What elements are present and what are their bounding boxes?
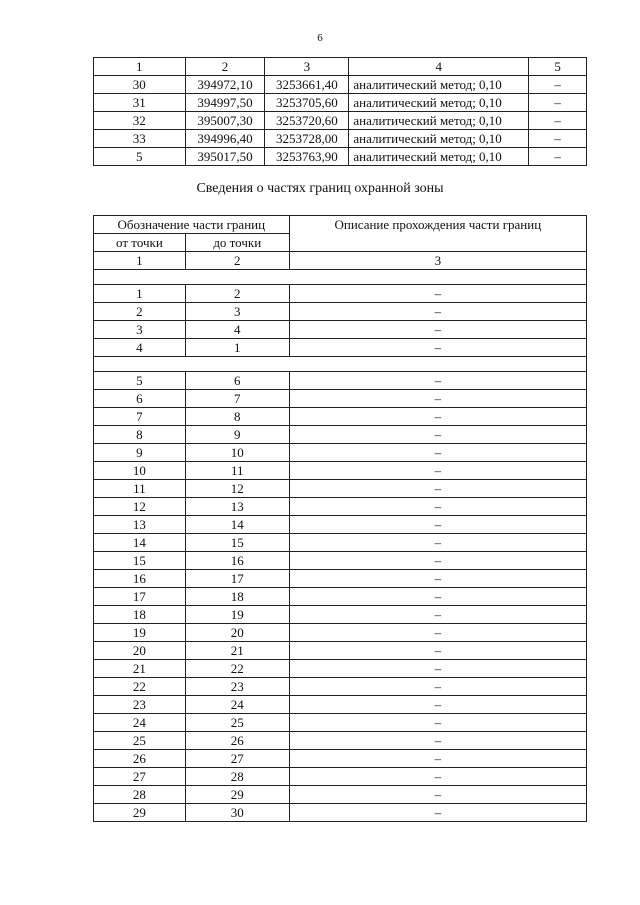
table-row bbox=[94, 148, 587, 166]
table-row bbox=[94, 588, 587, 606]
to-point: 15 bbox=[185, 534, 289, 552]
point-number: 33 bbox=[94, 130, 186, 148]
to-point: 11 bbox=[185, 462, 289, 480]
to-point: 1 bbox=[185, 339, 289, 357]
table-row bbox=[94, 552, 587, 570]
boundary-description: – bbox=[289, 660, 586, 678]
to-point: 14 bbox=[185, 516, 289, 534]
to-point: 3 bbox=[185, 303, 289, 321]
y-coordinate: 3253661,40 bbox=[265, 76, 349, 94]
boundary-description: – bbox=[289, 804, 586, 822]
table-row bbox=[94, 804, 587, 822]
point-number: 31 bbox=[94, 94, 186, 112]
from-point: 18 bbox=[94, 606, 186, 624]
y-coordinate: 3253705,60 bbox=[265, 94, 349, 112]
boundary-description: – bbox=[289, 678, 586, 696]
column-number-row bbox=[94, 252, 587, 270]
coordinates-table bbox=[93, 57, 587, 166]
header-row-group bbox=[94, 216, 587, 234]
from-point: 9 bbox=[94, 444, 186, 462]
to-point: 4 bbox=[185, 321, 289, 339]
boundary-description: – bbox=[289, 786, 586, 804]
point-number: 32 bbox=[94, 112, 186, 130]
from-point: 12 bbox=[94, 498, 186, 516]
table-row bbox=[94, 339, 587, 357]
table-row bbox=[94, 130, 587, 148]
from-point: 14 bbox=[94, 534, 186, 552]
method-and-accuracy: аналитический метод; 0,10 bbox=[349, 148, 529, 166]
to-point: 2 bbox=[185, 285, 289, 303]
from-point: 25 bbox=[94, 732, 186, 750]
boundary-description: – bbox=[289, 480, 586, 498]
table-row bbox=[94, 678, 587, 696]
table-row bbox=[94, 444, 587, 462]
table-row bbox=[94, 480, 587, 498]
table-row bbox=[94, 94, 587, 112]
from-point: 11 bbox=[94, 480, 186, 498]
boundary-description: – bbox=[289, 285, 586, 303]
to-point: 25 bbox=[185, 714, 289, 732]
note: – bbox=[529, 148, 587, 166]
to-point: 19 bbox=[185, 606, 289, 624]
column-number: 2 bbox=[185, 58, 265, 76]
boundary-description: – bbox=[289, 732, 586, 750]
x-coordinate: 394972,10 bbox=[185, 76, 265, 94]
to-point: 16 bbox=[185, 552, 289, 570]
boundary-parts-table bbox=[93, 215, 587, 822]
from-point: 10 bbox=[94, 462, 186, 480]
boundary-description: – bbox=[289, 444, 586, 462]
from-point: 4 bbox=[94, 339, 186, 357]
from-point: 7 bbox=[94, 408, 186, 426]
to-point: 27 bbox=[185, 750, 289, 768]
to-point: 12 bbox=[185, 480, 289, 498]
to-point: 26 bbox=[185, 732, 289, 750]
boundary-description: – bbox=[289, 303, 586, 321]
table-row bbox=[94, 285, 587, 303]
table-row bbox=[94, 642, 587, 660]
from-point: 28 bbox=[94, 786, 186, 804]
to-point: 6 bbox=[185, 372, 289, 390]
table-row bbox=[94, 750, 587, 768]
from-point: 17 bbox=[94, 588, 186, 606]
column-number: 3 bbox=[289, 252, 586, 270]
boundary-description: – bbox=[289, 588, 586, 606]
from-point: 16 bbox=[94, 570, 186, 588]
from-point: 8 bbox=[94, 426, 186, 444]
header-to-point: до точки bbox=[185, 234, 289, 252]
coords-header-row bbox=[94, 58, 587, 76]
section-title: Сведения о частях границ охранной зоны bbox=[196, 181, 444, 196]
to-point: 8 bbox=[185, 408, 289, 426]
table-row bbox=[94, 462, 587, 480]
method-and-accuracy: аналитический метод; 0,10 bbox=[349, 94, 529, 112]
from-point: 20 bbox=[94, 642, 186, 660]
from-point: 1 bbox=[94, 285, 186, 303]
table-row bbox=[94, 624, 587, 642]
table-row bbox=[94, 534, 587, 552]
section-gap-cell bbox=[94, 357, 587, 372]
column-number: 4 bbox=[349, 58, 529, 76]
from-point: 29 bbox=[94, 804, 186, 822]
boundary-description: – bbox=[289, 696, 586, 714]
from-point: 15 bbox=[94, 552, 186, 570]
boundary-description: – bbox=[289, 606, 586, 624]
table-row bbox=[94, 516, 587, 534]
to-point: 10 bbox=[185, 444, 289, 462]
table-row bbox=[94, 768, 587, 786]
point-number: 30 bbox=[94, 76, 186, 94]
to-point: 7 bbox=[185, 390, 289, 408]
to-point: 29 bbox=[185, 786, 289, 804]
header-boundary-description: Описание прохождения части границ bbox=[289, 216, 586, 252]
section-gap-row bbox=[94, 270, 587, 285]
header-boundary-designation: Обозначение части границ bbox=[94, 216, 290, 234]
table-row bbox=[94, 498, 587, 516]
boundary-description: – bbox=[289, 498, 586, 516]
boundary-description: – bbox=[289, 408, 586, 426]
header-from-point: от точки bbox=[94, 234, 186, 252]
boundary-description: – bbox=[289, 750, 586, 768]
to-point: 24 bbox=[185, 696, 289, 714]
from-point: 2 bbox=[94, 303, 186, 321]
column-number: 1 bbox=[94, 58, 186, 76]
boundary-description: – bbox=[289, 642, 586, 660]
table-row bbox=[94, 732, 587, 750]
x-coordinate: 394997,50 bbox=[185, 94, 265, 112]
table-row bbox=[94, 112, 587, 130]
table-row bbox=[94, 786, 587, 804]
table-row bbox=[94, 714, 587, 732]
table-row bbox=[94, 660, 587, 678]
column-number: 3 bbox=[265, 58, 349, 76]
from-point: 6 bbox=[94, 390, 186, 408]
from-point: 19 bbox=[94, 624, 186, 642]
boundary-description: – bbox=[289, 768, 586, 786]
method-and-accuracy: аналитический метод; 0,10 bbox=[349, 130, 529, 148]
to-point: 18 bbox=[185, 588, 289, 606]
to-point: 23 bbox=[185, 678, 289, 696]
point-number: 5 bbox=[94, 148, 186, 166]
boundary-description: – bbox=[289, 462, 586, 480]
boundary-description: – bbox=[289, 426, 586, 444]
y-coordinate: 3253763,90 bbox=[265, 148, 349, 166]
boundary-description: – bbox=[289, 624, 586, 642]
from-point: 24 bbox=[94, 714, 186, 732]
y-coordinate: 3253728,00 bbox=[265, 130, 349, 148]
note: – bbox=[529, 112, 587, 130]
from-point: 5 bbox=[94, 372, 186, 390]
boundary-description: – bbox=[289, 516, 586, 534]
column-number: 5 bbox=[529, 58, 587, 76]
boundary-description: – bbox=[289, 570, 586, 588]
boundary-description: – bbox=[289, 534, 586, 552]
to-point: 9 bbox=[185, 426, 289, 444]
boundary-description: – bbox=[289, 552, 586, 570]
note: – bbox=[529, 76, 587, 94]
note: – bbox=[529, 130, 587, 148]
to-point: 13 bbox=[185, 498, 289, 516]
method-and-accuracy: аналитический метод; 0,10 bbox=[349, 76, 529, 94]
table-row bbox=[94, 570, 587, 588]
section-gap-row bbox=[94, 357, 587, 372]
table-row bbox=[94, 426, 587, 444]
from-point: 13 bbox=[94, 516, 186, 534]
x-coordinate: 395017,50 bbox=[185, 148, 265, 166]
boundary-description: – bbox=[289, 339, 586, 357]
column-number: 1 bbox=[94, 252, 186, 270]
from-point: 21 bbox=[94, 660, 186, 678]
boundary-description: – bbox=[289, 714, 586, 732]
to-point: 30 bbox=[185, 804, 289, 822]
boundary-description: – bbox=[289, 321, 586, 339]
from-point: 26 bbox=[94, 750, 186, 768]
boundary-description: – bbox=[289, 390, 586, 408]
from-point: 27 bbox=[94, 768, 186, 786]
from-point: 23 bbox=[94, 696, 186, 714]
table-row bbox=[94, 606, 587, 624]
table-row bbox=[94, 76, 587, 94]
y-coordinate: 3253720,60 bbox=[265, 112, 349, 130]
page-number: 6 bbox=[317, 32, 323, 44]
column-number: 2 bbox=[185, 252, 289, 270]
table-row bbox=[94, 390, 587, 408]
x-coordinate: 394996,40 bbox=[185, 130, 265, 148]
table-row bbox=[94, 696, 587, 714]
table-row bbox=[94, 408, 587, 426]
method-and-accuracy: аналитический метод; 0,10 bbox=[349, 112, 529, 130]
to-point: 21 bbox=[185, 642, 289, 660]
to-point: 20 bbox=[185, 624, 289, 642]
section-gap-cell bbox=[94, 270, 587, 285]
boundary-description: – bbox=[289, 372, 586, 390]
from-point: 22 bbox=[94, 678, 186, 696]
from-point: 3 bbox=[94, 321, 186, 339]
table-row bbox=[94, 321, 587, 339]
to-point: 17 bbox=[185, 570, 289, 588]
table-row bbox=[94, 303, 587, 321]
to-point: 22 bbox=[185, 660, 289, 678]
table-row bbox=[94, 372, 587, 390]
to-point: 28 bbox=[185, 768, 289, 786]
x-coordinate: 395007,30 bbox=[185, 112, 265, 130]
note: – bbox=[529, 94, 587, 112]
